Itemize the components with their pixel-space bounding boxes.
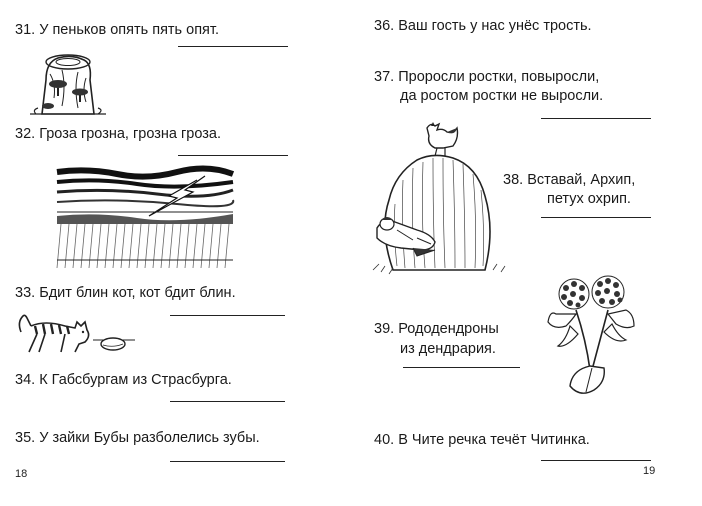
tongue-twister-38-line2 [547,189,631,209]
item-text-line1: Рододендроны [398,321,499,337]
right-page [351,0,702,506]
tongue-twister-37 [374,67,599,87]
item-number: 40. [374,432,395,448]
answer-line [403,367,520,368]
answer-line [541,460,651,461]
item-number: 33. [15,285,36,301]
item-text-line1: Проросли ростки, повыросли, [398,69,600,85]
item-text: К Габсбургам из Страсбурга. [39,372,232,388]
tongue-twister-37-line2 [400,86,603,106]
thunderstorm-illustration [57,168,233,270]
tongue-twister-40 [374,430,590,450]
item-text: У пеньков опять пять опят. [39,22,219,38]
item-text-line2: из дендрария. [400,341,496,357]
item-number: 31. [15,22,36,38]
answer-line [170,315,285,316]
item-number: 38. [503,172,524,188]
page-number: 18 [15,468,28,480]
tongue-twister-36 [374,16,592,36]
tongue-twister-33 [15,283,236,303]
tongue-twister-38 [503,170,635,190]
cat-and-pancake-illustration [15,312,135,356]
item-text: Ваш гость у нас унёс трость. [398,18,592,34]
tongue-twister-39-line2 [400,339,496,359]
stump-mushrooms-illustration [28,50,108,116]
answer-line [170,461,285,462]
item-text: Гроза грозна, грозна гроза. [39,126,221,142]
tongue-twister-39 [374,319,499,339]
item-number: 36. [374,18,395,34]
haystack-rooster-illustration [373,120,508,276]
item-text: Бдит блин кот, кот бдит блин. [39,285,236,301]
item-text-line1: Вставай, Архип, [527,172,636,188]
item-text: У зайки Бубы разболелись зубы. [39,430,260,446]
item-number: 34. [15,372,36,388]
answer-line [178,46,288,47]
item-number: 39. [374,321,395,337]
item-text: В Чите речка течёт Читинка. [398,432,590,448]
answer-line [178,155,288,156]
item-number: 37. [374,69,395,85]
tongue-twister-32 [15,124,221,144]
page-number: 19 [643,465,656,477]
item-text-line2: петух охрип. [547,191,631,207]
item-number: 35. [15,430,36,446]
answer-line [541,118,651,119]
item-text-line2: да ростом ростки не выросли. [400,88,604,104]
tongue-twister-35 [15,428,260,448]
tongue-twister-34 [15,370,232,390]
item-number: 32. [15,126,36,142]
answer-line [541,217,651,218]
answer-line [170,401,285,402]
rhododendron-flower-illustration [546,270,636,402]
tongue-twister-31 [15,20,219,40]
